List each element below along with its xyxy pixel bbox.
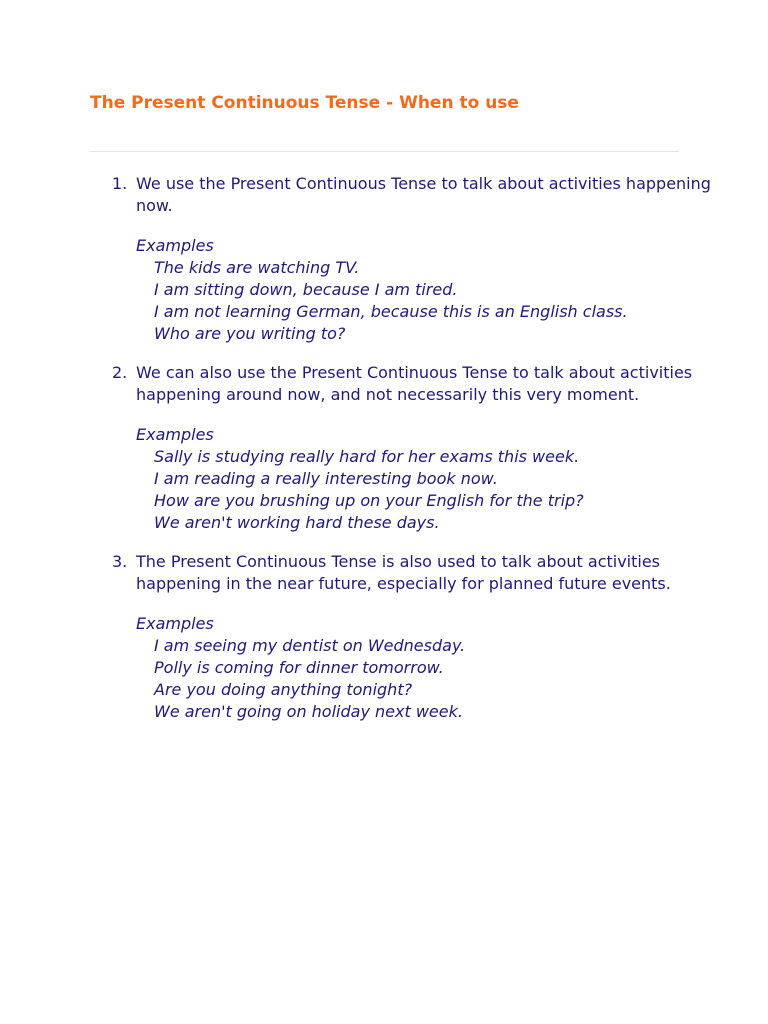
examples-list <box>136 446 736 534</box>
examples-label: Examples <box>136 236 214 255</box>
example-sentence: Sally is studying really hard for her exams this week. <box>154 447 580 466</box>
examples-list <box>136 635 736 723</box>
list-item <box>0 551 736 723</box>
example-sentence: I am sitting down, because I am tired. <box>154 280 458 299</box>
example-sentence: I am reading a really interesting book now. <box>154 469 498 488</box>
example-sentence: Who are you writing to? <box>154 324 346 343</box>
list-item <box>0 362 736 534</box>
example-sentence: The kids are watching TV. <box>154 258 360 277</box>
example-sentence: We aren't working hard these days. <box>154 513 440 532</box>
example-sentence: Are you doing anything tonight? <box>154 680 413 699</box>
item-text: We can also use the Present Continuous Tense to talk about activities happening around now, and not necessarily this very moment. <box>136 363 693 404</box>
examples-list <box>136 257 736 345</box>
item-number: 1. <box>112 174 128 193</box>
usage-list <box>0 173 768 723</box>
item-text: The Present Continuous Tense is also used to talk about activities happening in the near future, especially for planned future events. <box>136 552 671 593</box>
list-item <box>0 173 736 345</box>
page-title: The Present Continuous Tense - When to use <box>90 93 519 113</box>
item-number: 3. <box>112 552 128 571</box>
item-text: We use the Present Continuous Tense to talk about activities happening now. <box>136 174 711 215</box>
example-sentence: We aren't going on holiday next week. <box>154 702 463 721</box>
item-number: 2. <box>112 363 128 382</box>
example-sentence: I am not learning German, because this is an English class. <box>154 302 628 321</box>
divider <box>90 151 679 152</box>
examples-label: Examples <box>136 425 214 444</box>
example-sentence: Polly is coming for dinner tomorrow. <box>154 658 444 677</box>
example-sentence: I am seeing my dentist on Wednesday. <box>154 636 466 655</box>
example-sentence: How are you brushing up on your English for the trip? <box>154 491 584 510</box>
examples-label: Examples <box>136 614 214 633</box>
